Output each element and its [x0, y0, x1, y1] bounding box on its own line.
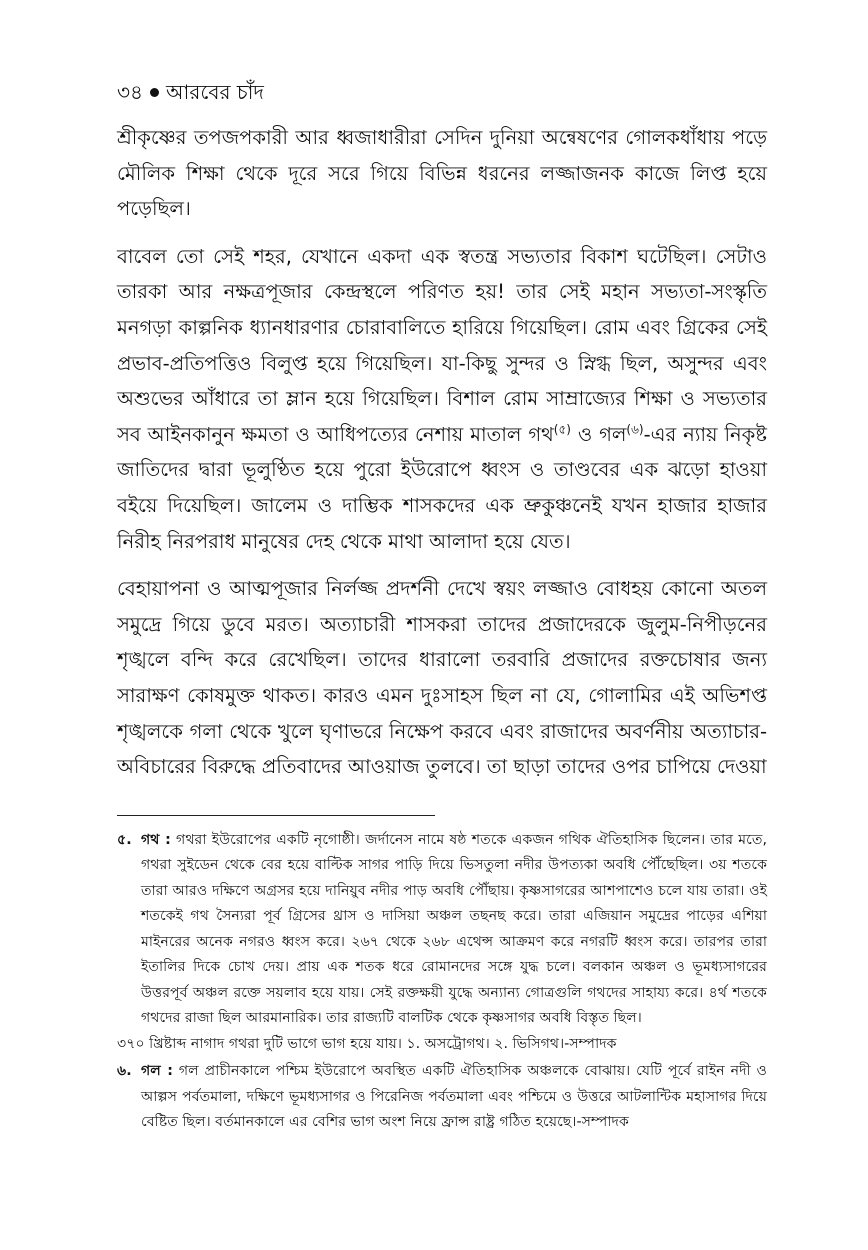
body-paragraph-3: বেহায়াপনা ও আত্মপূজার নির্লজ্জ প্রদর্শনী দেখে স্বয়ং লজ্জাও বোধহয় কোনো অতল সমুদ্রে গিয়ে ডুবে মরত। অত্যাচারী শাসকরা তাদের প্রজাদেরকে জুলুম-নিপীড়নের শৃঙ্খলে বন্দি করে রেখেছিল। তাদের ধারালো তরবারি প্রজাদের রক্তচোষার জন্য সারাক্ষণ কোষমুক্ত থাকত। কারও এমন দুঃসাহস ছিল না যে, গোলামির এই অভিশপ্ত শৃঙ্খলকে গলা থেকে খুলে ঘৃণাভরে নিক্ষেপ করবে এবং রাজাদের অবর্ণনীয় অত্যাচার-অবিচারের বিরুদ্ধে প্রতিবাদের আওয়াজ তুলবে। তা ছাড়া তাদের ওপর চাপিয়ে দেওয়া	[117, 577, 767, 779]
footnote-6	[117, 1059, 767, 1136]
body-paragraph-2	[117, 239, 767, 559]
footnote-ref-6: (৬)	[626, 422, 644, 437]
footnote-6-mark: ৬.	[117, 1063, 132, 1080]
footnote-5	[117, 828, 767, 1032]
footnote-divider	[117, 815, 435, 816]
footnote-6-text: গল প্রাচীনকালে পশ্চিম ইউরোপে অবস্থিত একটি ঐতিহাসিক অঞ্চলকে বোঝায়। যেটি পূর্বে রাইন নদী ও আল্পস পর্বতমালা, দক্ষিণে ভূমধ্যসাগর ও পিরেনিজ পর্বতমালা এবং পশ্চিমে ও উত্তরে আটলান্টিক মহাসাগর দিয়ে বেষ্টিত ছিল। বর্তমানকালে এর বেশির ভাগ অংশ নিয়ে ফ্রান্স রাষ্ট্র গঠিত হয়েছে।-সম্পাদক	[141, 1063, 768, 1131]
page-number: ৩৪	[117, 80, 143, 104]
body-paragraph-1: শ্রীকৃষ্ণের তপজপকারী আর ধ্বজাধারীরা সেদিন দুনিয়া অন্বেষণের গোলকধাঁধায় পড়ে মৌলিক শিক্ষা থেকে দূরে সরে গিয়ে বিভিন্ন ধরনের লজ্জাজনক কাজে লিপ্ত হয়ে পড়েছিল।	[117, 126, 767, 221]
footnote-5-text: গথরা ইউরোপের একটি নৃগোষ্ঠী। জর্দানেস নামে ষষ্ঠ শতকে একজন গথিক ঐতিহাসিক ছিলেন। তার মতে, গথরা সুইডেন থেকে বের হয়ে বাল্টিক সাগর পাড়ি দিয়ে ভিসতুলা নদীর উপত্যকা অবধি পৌঁছেছিল। ৩য় শতকে তারা আরও দক্ষিণে অগ্রসর হয়ে দানিয়ুব নদীর পাড় অবধি পৌঁছায়। কৃষ্ণসাগরের আশপাশেও চলে যায় তারা। ওই শতকেই গথ সৈন্যরা পূর্ব গ্রিসের থ্রাস ও দাসিয়া অঞ্চল তছনছ করে। তারা এজিয়ান সমুদ্রের পাড়ের এশিয়া মাইনরের অনেক নগরও ধ্বংস করে। ২৬৭ থেকে ২৬৮ এথেন্স আক্রমণ করে নগরটি ধ্বংস করে। তারপর তারা ইতালির দিকে চোখ দেয়। প্রায় এক শতক ধরে রোমানদের সঙ্গে যুদ্ধ চলে। বলকান অঞ্চল ও ভূমধ্যসাগরের উত্তরপূর্ব অঞ্চল রক্তে সয়লাব হয়ে যায়। সেই রক্তক্ষয়ী যুদ্ধে অন্যান্য গোত্রগুলি গথদের সাহায্য করে। ৪র্থ শতকে গথদের রাজা ছিল আরমানারিক। তার রাজ্যটি বালটিক থেকে কৃষ্ণসাগর অবধি বিস্তৃত ছিল।	[141, 831, 767, 1027]
book-title: আরবের চাঁদ	[165, 80, 264, 104]
footnote-5-continuation: ৩৭০ খ্রিষ্টাব্দ নাগাদ গথরা দুটি ভাগে ভাগ হয়ে যায়। ১. অসট্রোগথ। ২. ভিসিগথ।-সম্পাদক	[117, 1035, 617, 1052]
paragraph-2-end: -এর ন্যায় নিকৃষ্ট জাতিদের দ্বারা ভূলুণ্ঠিত হয়ে পুরো ইউরোপে ধ্বংস ও তাণ্ডবের এক ঝড়ো হাওয়া বইয়ে দিয়েছিল। জালেম ও দাম্ভিক শাসকদের এক ভ্রুকুঞ্চনেই যখন হাজার হাজার নিরীহ নিরপরাধ মানুষের দেহ থেকে মাথা আলাদা হয়ে যেত।	[117, 422, 767, 553]
paragraph-2-text: বাবেল তো সেই শহর, যেখানে একদা এক স্বতন্ত্র সভ্যতার বিকাশ ঘটেছিল। সেটাও তারকা আর নক্ষত্রপূজার কেন্দ্রস্থলে পরিণত হয়! তার সেই মহান সভ্যতা-সংস্কৃতি মনগড়া কাল্পনিক ধ্যানধারণার চোরাবালিতে হারিয়ে গিয়েছিল। রোম এবং গ্রিকের সেই প্রভাব-প্রতিপত্তিও বিলুপ্ত হয়ে গিয়েছিল। যা-কিছু সুন্দর ও স্নিগ্ধ ছিল, অসুন্দর এবং অশুভের আঁধারে তা ম্লান হয়ে গিয়েছিল। বিশাল রোম সাম্রাজ্যের শিক্ষা ও সভ্যতার সব আইনকানুন ক্ষমতা ও আধিপত্যের নেশায় মাতাল গথ	[117, 244, 767, 446]
paragraph-2-mid: ও গল	[570, 422, 627, 446]
bullet-icon	[150, 88, 159, 97]
footnote-5-term: গথ :	[141, 831, 171, 848]
book-page	[117, 78, 767, 1136]
running-header	[117, 78, 767, 106]
footnote-6-term: গল :	[141, 1063, 173, 1080]
footnote-5-mark: ৫.	[117, 831, 132, 848]
footnote-ref-5: (৫)	[553, 422, 571, 437]
